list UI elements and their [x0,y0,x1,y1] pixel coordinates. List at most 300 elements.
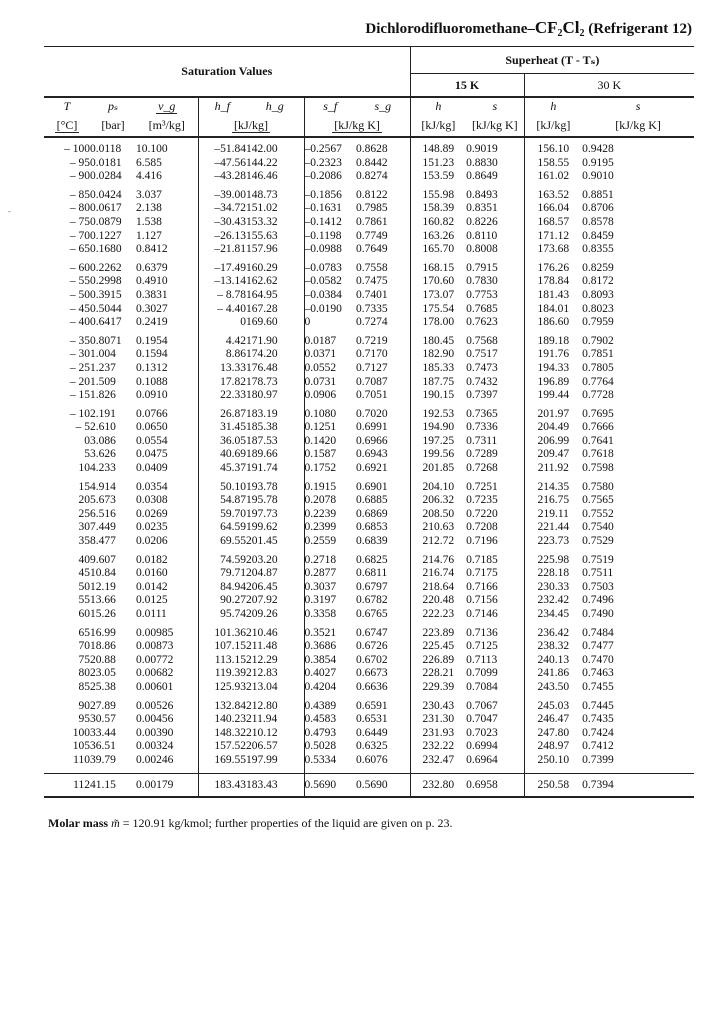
table-body [44,137,694,797]
cell-sf: 0.2399 [304,521,356,535]
cell-hf: –26.13 [198,230,246,244]
cell-sf: 0.4793 [304,727,356,741]
cell-vg: 0.8412 [136,243,168,256]
cell-s15: 0.8008 [466,243,524,257]
cell-vg: 0.0269 [136,507,168,520]
cell-s15: 0.8493 [466,189,524,203]
cell-sf: –0.0783 [304,262,356,276]
cell-vg: 0.0409 [136,462,168,475]
cell-s30: 0.7552 [582,507,614,520]
cell-ps: 4.233 [90,462,116,475]
cell-hg: 213.04 [246,680,278,693]
cell-h30: 240.13 [537,653,570,666]
cell-ps: 0.3915 [90,288,122,301]
cell-hg: 142.00 [246,143,278,155]
cell-sf: –0.0988 [304,243,356,257]
cell-sf: 0.5028 [304,740,356,754]
col-symbol-hf: h_f [198,97,246,114]
cell-h15: 232.80 [410,773,466,797]
cell-t: 40 [78,553,90,566]
table-row [44,535,694,549]
table-row [44,654,694,668]
cell-s30: 0.7490 [582,608,614,620]
cell-s30: 0.7445 [582,699,614,712]
table-row [44,262,694,276]
cell-t: – 65 [69,243,90,256]
cell-hg: 210.12 [246,726,278,739]
cell-ps: 20.88 [90,653,116,666]
cell-t: – 20 [69,375,90,388]
cell-sg: 0.6869 [356,507,388,520]
cell-sf: –0.0582 [304,275,356,289]
cell-hg: 178.73 [246,375,278,388]
table-row [44,681,694,695]
cell-hf: 113.15 [198,654,246,668]
cell-s30: 0.8459 [582,229,614,242]
cell-sg: 0.6825 [356,553,388,566]
cell-sg: 0.7219 [356,334,388,347]
cell-h15: 192.53 [410,408,466,422]
cell-s30: 0.7540 [582,521,614,534]
cell-s15: 0.7336 [466,421,524,435]
table-row [44,521,694,535]
cell-ps: 0.0617 [90,202,122,215]
cell-vg: 2.138 [136,202,162,215]
cell-h15: 204.10 [410,481,466,495]
cell-ps: 30.57 [90,713,116,726]
cell-hg: 185.38 [246,421,278,434]
cell-h30: 234.45 [537,608,570,620]
table-row [44,389,694,403]
cell-h15: 170.60 [410,275,466,289]
cell-h30: 238.32 [537,640,570,653]
cell-hg: 195.78 [246,494,278,507]
cell-vg: 0.00682 [136,667,174,680]
cell-vg: 0.1954 [136,334,168,347]
cell-h15: 228.21 [410,667,466,681]
cell-s30: 0.8093 [582,288,614,301]
cell-sf: 0.3358 [304,608,356,622]
cell-h15: 225.45 [410,640,466,654]
cell-h30: 171.12 [537,229,570,242]
cell-s15: 0.7067 [466,700,524,714]
cell-t: 85 [78,680,90,693]
table-row [44,713,694,727]
cell-hf: –51.84 [198,143,246,157]
cell-t: 20 [78,494,90,507]
cell-t: – 15 [69,389,90,402]
cell-s30: 0.7424 [582,726,614,739]
cell-vg: 10.100 [136,143,168,155]
cell-vg: 0.1088 [136,375,168,388]
table-row [44,773,694,797]
cell-s15: 0.6994 [466,740,524,754]
cell-sf: 0.2559 [304,535,356,549]
cell-sf: 0.0371 [304,348,356,362]
cell-h15: 158.39 [410,202,466,216]
cell-s30: 0.7666 [582,421,614,434]
table-row [44,594,694,608]
cell-ps: 1.509 [90,375,116,388]
cell-sg: 0.8628 [356,143,388,155]
cell-ps: 15.26 [90,608,116,620]
cell-hf: 95.74 [198,608,246,622]
cell-hg: 211.94 [246,713,278,726]
cell-hf: –30.43 [198,216,246,230]
cell-h30: 163.52 [537,188,570,201]
superheat-15k-header: 15 K [410,74,524,98]
cell-t: 90 [78,699,90,712]
cell-h30: 241.86 [537,667,570,680]
table-row [44,189,694,203]
cell-h15: 155.98 [410,189,466,203]
table-row [44,481,694,495]
cell-sg: 0.6531 [356,713,388,726]
table-row [44,727,694,741]
table-row [44,608,694,622]
cell-hg: 167.28 [246,302,278,315]
cell-sg: 0.6591 [356,699,388,712]
cell-h15: 214.76 [410,554,466,568]
cell-h30: 228.18 [537,567,570,580]
col-symbol-ps: pₛ [90,97,136,114]
cell-t: – 85 [69,188,90,201]
table-row [44,408,694,422]
superheat-30k-header: 30 K [524,74,694,98]
cell-sg: 0.6325 [356,740,388,753]
cell-t: 80 [78,667,90,680]
cell-hf: –43.28 [198,170,246,184]
cell-hg: 189.66 [246,448,278,461]
cell-h15: 190.15 [410,389,466,403]
cell-t: – 75 [69,215,90,228]
table-row [44,627,694,641]
cell-sf: –0.2567 [304,143,356,157]
cell-hf: 36.05 [198,435,246,449]
cell-hg: 164.95 [246,288,278,301]
table-row [44,754,694,768]
cell-s15: 0.7623 [466,316,524,330]
cell-s30: 0.8851 [582,188,614,201]
table-row [44,554,694,568]
cell-h30: 158.55 [537,156,570,169]
cell-h15: 178.00 [410,316,466,330]
cell-s15: 0.7166 [466,581,524,595]
cell-s15: 0.8649 [466,170,524,184]
cell-sg: 0.7127 [356,361,388,374]
cell-s30: 0.7695 [582,407,614,420]
unit-t: [°C] [44,114,90,137]
cell-sg: 0.7475 [356,275,388,288]
margin-mark: - [8,207,11,216]
cell-s30: 0.7641 [582,434,614,447]
cell-vg: 4.416 [136,170,162,183]
cell-h15: 206.32 [410,494,466,508]
cell-hg: 211.48 [246,640,278,653]
cell-h15: 165.70 [410,243,466,257]
col-symbol-s15: s [466,97,524,114]
cell-hg: 155.63 [246,229,278,242]
cell-h15: 187.75 [410,376,466,390]
cell-sf: 0.3686 [304,640,356,654]
cell-h15: 216.74 [410,567,466,581]
cell-hg: 176.48 [246,361,278,374]
cell-t: 60 [78,608,90,620]
cell-sg: 0.8442 [356,156,388,169]
cell-ps: 0.8071 [90,334,122,347]
cell-hg: 171.90 [246,334,278,347]
cell-s15: 0.7235 [466,494,524,508]
cell-sg: 0.8274 [356,170,388,183]
cell-vg: 0.00873 [136,640,174,653]
cell-s30: 0.8355 [582,243,614,256]
cell-sf: 0.0187 [304,335,356,349]
cell-s30: 0.7412 [582,740,614,753]
cell-s15: 0.7084 [466,681,524,695]
cell-sg: 0.6901 [356,480,388,493]
cell-s15: 0.7365 [466,408,524,422]
cell-h30: 219.11 [537,507,569,520]
cell-sg: 0.6449 [356,726,388,739]
cell-h15: 168.15 [410,262,466,276]
cell-h15: 218.64 [410,581,466,595]
cell-s30: 0.7959 [582,316,614,329]
cell-hg: 183.43 [246,773,304,797]
cell-h15: 229.39 [410,681,466,695]
cell-hf: 40.69 [198,448,246,462]
table-row [44,143,694,157]
cell-vg: 0.0160 [136,567,168,580]
cell-s15: 0.7473 [466,362,524,376]
cell-h15: 148.89 [410,143,466,157]
cell-ps: 1.826 [90,389,116,402]
cell-vg: 0.0125 [136,594,168,607]
cell-t: – 70 [69,229,90,242]
cell-vg: 0.3027 [136,302,168,315]
cell-t: – 95 [69,156,90,169]
cell-sf: 0.0552 [304,362,356,376]
cell-s30: 0.9428 [582,143,614,155]
cell-vg: 0.0475 [136,448,168,461]
cell-h30: 250.58 [524,773,582,797]
table-row [44,170,694,184]
cell-h30: 223.73 [537,535,570,548]
cell-h15: 180.45 [410,335,466,349]
cell-t: – 90 [69,170,90,183]
cell-hf: – 8.78 [198,289,246,303]
cell-s30: 0.7511 [582,567,614,580]
cell-hf: 4.42 [198,335,246,349]
cell-h15: 210.63 [410,521,466,535]
cell-h15: 151.23 [410,157,466,171]
page-title [365,18,692,39]
table-row [44,508,694,522]
cell-sg: 0.6726 [356,640,388,653]
cell-hg: 212.29 [246,653,278,666]
cell-sf: 0.1251 [304,421,356,435]
cell-s15: 0.7136 [466,627,524,641]
cell-s15: 0.7568 [466,335,524,349]
cell-sf: 0.3521 [304,627,356,641]
footer-value: = 120.91 kg/kmol; further properties of the liquid are given on p. 23. [119,816,453,830]
saturation-values-header: Saturation Values [44,47,410,98]
cell-t: 65 [78,626,90,639]
cell-hf: 0 [198,316,246,330]
cell-h30: 206.99 [537,434,570,447]
cell-h30: 204.49 [537,421,570,434]
cell-h30: 225.98 [537,553,570,566]
cell-ps: 25.38 [90,680,116,693]
cell-t: – 60 [69,261,90,274]
cell-s15: 0.7023 [466,727,524,741]
cell-vg: 0.0111 [136,608,167,620]
cell-s15: 0.6964 [466,754,524,768]
cell-vg: 6.585 [136,156,162,169]
cell-sf: 0.2239 [304,508,356,522]
cell-h15: 222.23 [410,608,466,622]
cell-sg: 0.7335 [356,302,388,315]
cell-sg: 0.6991 [356,421,388,434]
cell-h30: 201.97 [537,407,570,420]
col-symbol-sf: s_f [304,97,356,114]
cell-t: 100 [72,726,90,739]
cell-s15: 0.7251 [466,481,524,495]
cell-hf: –17.49 [198,262,246,276]
table-row [44,435,694,449]
cell-hf: –34.72 [198,202,246,216]
cell-s15: 0.7175 [466,567,524,581]
cell-vg: 0.00390 [136,726,174,739]
cell-sg: 0.6811 [356,567,388,580]
cell-s15: 0.7047 [466,713,524,727]
cell-sg: 0.6702 [356,653,388,666]
cell-vg: 0.0554 [136,434,168,447]
cell-hf: 140.23 [198,713,246,727]
cell-h15: 197.25 [410,435,466,449]
cell-ps: 5.673 [90,494,116,507]
cell-h30: 196.89 [537,375,570,388]
cell-s15: 0.7397 [466,389,524,403]
cell-hf: –47.56 [198,157,246,171]
cell-hg: 199.62 [246,521,278,534]
cell-hf: 45.37 [198,462,246,476]
cell-h15: 194.90 [410,421,466,435]
cell-ps: 36.51 [90,740,116,753]
cell-ps: 8.477 [90,535,116,548]
cell-hg: 183.19 [246,407,278,420]
cell-sf: –0.2323 [304,157,356,171]
cell-h30: 176.26 [537,261,570,274]
table-row [44,376,694,390]
cell-sg: 0.7020 [356,407,388,420]
cell-t: 50 [78,580,90,593]
cell-h30: 166.04 [537,202,570,215]
unit-h: [kJ/kg] [198,114,304,137]
cell-h30: 209.47 [537,448,570,461]
cell-hg: 144.22 [246,156,278,169]
cell-vg: 0.2419 [136,316,168,329]
cell-sf: 0.4389 [304,700,356,714]
cell-s15: 0.7311 [466,435,524,449]
cell-sg: 0.6782 [356,594,388,607]
refrigerant-table [44,46,694,798]
table-row [44,740,694,754]
footer-label: Molar mass [48,816,109,830]
cell-h30: 230.33 [537,580,570,593]
cell-sg: 0.6797 [356,580,388,593]
cell-s30: 0.7484 [582,626,614,639]
cell-h30: 211.92 [537,462,569,475]
cell-h30: 250.10 [537,753,570,766]
cell-ps: 3.086 [90,434,116,447]
cell-sg: 0.6636 [356,680,388,693]
cell-s30: 0.7851 [582,348,614,361]
cell-hf: 101.36 [198,627,246,641]
cell-hf: 50.10 [198,481,246,495]
cell-hg: 201.45 [246,535,278,548]
cell-vg: 0.3831 [136,288,168,301]
cell-hf: –13.14 [198,275,246,289]
cell-sg: 0.7401 [356,288,388,301]
cell-vg: 0.0142 [136,580,168,593]
cell-hf: 132.84 [198,700,246,714]
cell-s15: 0.7196 [466,535,524,549]
cell-h30: 156.10 [537,143,570,155]
table-row [44,494,694,508]
cell-t: 105 [72,740,90,753]
cell-ps: 41.15 [90,773,136,797]
cell-sf: 0.1420 [304,435,356,449]
cell-sf: 0 [304,316,356,330]
cell-vg: 0.0235 [136,521,168,534]
cell-s15: 0.7685 [466,303,524,317]
table-row [44,289,694,303]
table-row [44,275,694,289]
cell-ps: 6.516 [90,507,116,520]
cell-ps: 12.19 [90,580,116,593]
table-row [44,640,694,654]
cell-t: – 30 [69,348,90,361]
cell-s15: 0.9019 [466,143,524,157]
table-row [44,421,694,435]
col-symbol-vg: v_g [136,97,198,114]
cell-vg: 3.037 [136,188,162,201]
cell-hf: 54.87 [198,494,246,508]
cell-hg: 151.02 [246,202,278,215]
cell-t: – 5 [75,421,90,434]
cell-h15: 223.89 [410,627,466,641]
cell-s15: 0.8351 [466,202,524,216]
cell-vg: 0.1594 [136,348,168,361]
cell-t: – 10 [69,407,90,420]
cell-ps: 0.2998 [90,275,122,288]
cell-h30: 161.02 [537,170,570,183]
cell-h15: 232.47 [410,754,466,768]
cell-hg: 162.62 [246,275,278,288]
cell-s15: 0.7915 [466,262,524,276]
cell-h30: 232.42 [537,594,570,607]
cell-h30: 189.18 [537,334,570,347]
cell-sg: 0.6885 [356,494,388,507]
cell-ps: 0.0181 [90,156,122,169]
cell-hg: 212.83 [246,667,278,680]
table-row [44,462,694,476]
cell-hg: 180.97 [246,389,278,402]
cell-vg: 0.1312 [136,361,168,374]
cell-s15: 0.8226 [466,216,524,230]
cell-t: 35 [78,535,90,548]
cell-sf: –0.0384 [304,289,356,303]
